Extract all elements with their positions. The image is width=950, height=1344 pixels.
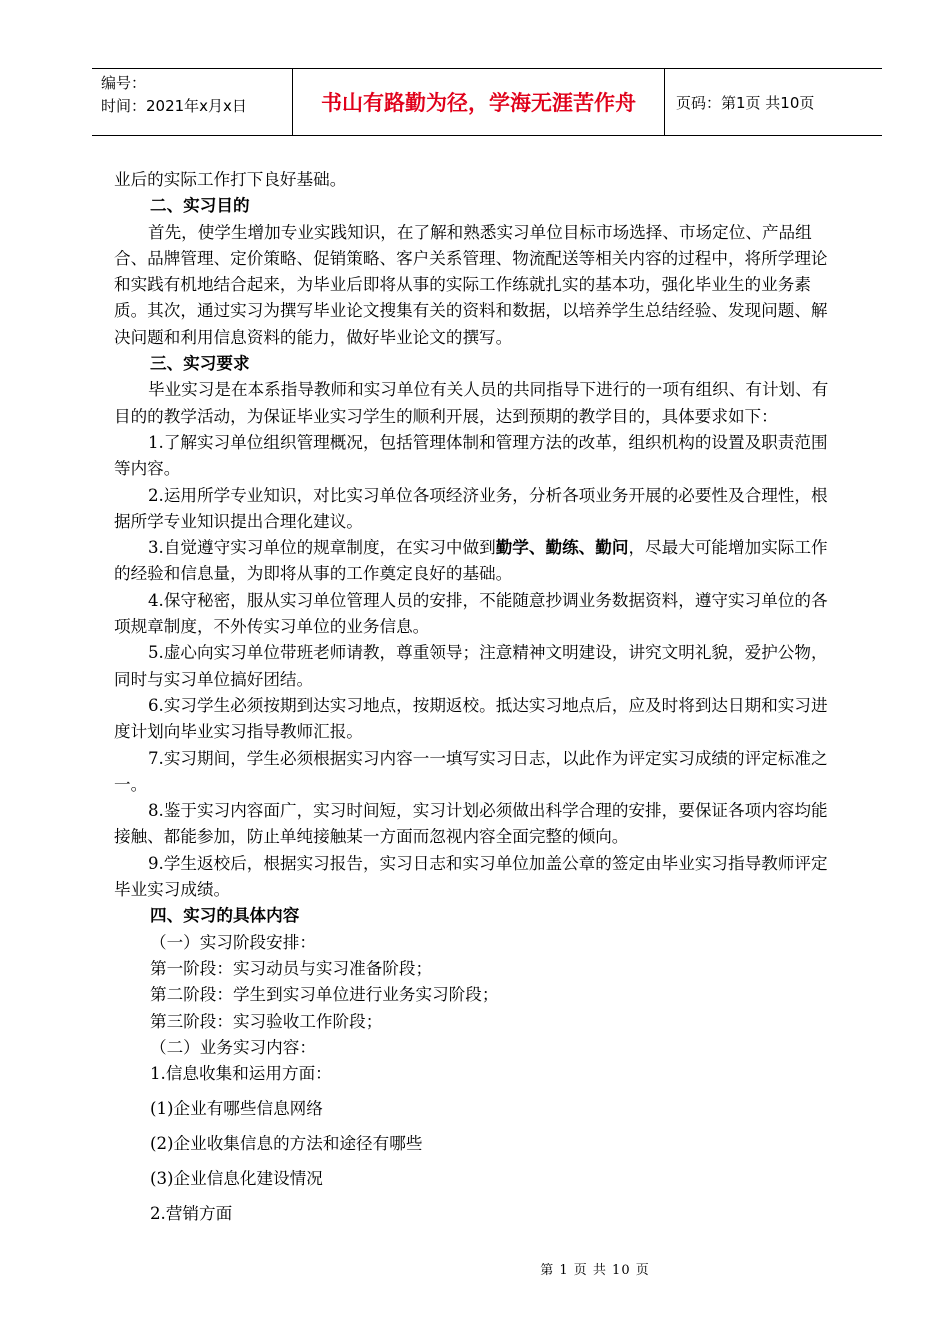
content-subitem-2: (2)企业收集信息的方法和途径有哪些	[150, 1134, 423, 1154]
stage-item-1: 第一阶段：实习动员与实习准备阶段；	[150, 958, 433, 978]
page-footer: 第 1 页 共 10 页	[540, 1263, 650, 1278]
document-header	[92, 68, 882, 136]
document-body	[114, 167, 844, 1227]
requirement-item-6: 6.实习学生必须按期到达实习地点，按期返校。抵达实习地点后，应及时将到达日期和实习进度计划向毕业实习指导教师汇报。	[114, 695, 828, 742]
content-item-2: 2.营销方面	[150, 1204, 233, 1224]
requirement-3-tail: ，尽最大可能增加实际工作的经验和信息量，为即将从事的工作奠定良好的基础。	[114, 538, 828, 584]
purpose-paragraph: 首先，使学生增加专业实践知识，在了解和熟悉实习单位目标市场选择、市场定位、产品组合、品牌管理、定价策略、促销策略、客户关系管理、物流配送等相关内容的过程中，将所学理论和实践有机地结合起来，为毕业后即将从事的实际工作练就扎实的基本功，强化毕业生的业务素质。其次，通过实习为撰写毕业论文搜集有关的资料和数据，以培养学生总结经验、发现问题、解决问题和利用信息资料的能力，做好毕业论文的撰写。	[114, 222, 828, 347]
section-heading-purpose: 二、实习目的	[150, 196, 250, 216]
requirement-3-emphasis: 勤学、勤练、勤问	[495, 538, 629, 558]
requirement-item-5: 5.虚心向实习单位带班老师请教，尊重领导；注意精神文明建设，讲究文明礼貌，爱护公物，同时与实习单位搞好团结。	[114, 643, 828, 689]
document-number-label: 编号：	[101, 74, 147, 92]
section-heading-requirements: 三、实习要求	[150, 354, 250, 374]
section-heading-content: 四、实习的具体内容	[150, 906, 300, 926]
content-item-1: 1.信息收集和运用方面：	[150, 1064, 332, 1084]
requirement-item-1: 1.了解实习单位组织管理概况，包括管理体制和管理方法的改革，组织机构的设置及职责范围等内容。	[114, 432, 828, 479]
stage-arrangement-heading: （一）实习阶段安排：	[150, 932, 316, 952]
requirement-item-8: 8.鉴于实习内容面广，实习时间短，实习计划必须做出科学合理的安排，要保证各项内容均能接触、都能参加，防止单纯接触某一方面而忽视内容全面完整的倾向。	[114, 801, 828, 847]
requirement-3-lead: 3.自觉遵守实习单位的规章制度，在实习中做到	[148, 538, 496, 558]
content-subitem-3: (3)企业信息化建设情况	[150, 1169, 323, 1189]
stage-item-2: 第二阶段：学生到实习单位进行业务实习阶段；	[150, 985, 499, 1005]
stage-item-3: 第三阶段：实习验收工作阶段；	[150, 1011, 383, 1031]
requirement-item-3	[114, 535, 844, 588]
header-motto: 书山有路勤为径，学海无涯苦作舟	[293, 69, 665, 135]
header-page-code: 页码：第1页 共10页	[676, 93, 815, 112]
header-meta-cell	[92, 69, 293, 135]
requirement-item-4: 4.保守秘密，服从实习单位管理人员的安排，不能随意抄调业务数据资料，遵守实习单位的各项规章制度，不外传实习单位的业务信息。	[114, 590, 828, 637]
content-subitem-1: (1)企业有哪些信息网络	[150, 1099, 323, 1119]
intro-tail-paragraph: 业后的实际工作打下良好基础。	[114, 170, 347, 189]
document-time-label: 时间：2021年x月x日	[101, 97, 247, 115]
requirement-item-9: 9.学生返校后，根据实习报告，实习日志和实习单位加盖公章的签定由毕业实习指导教师评定毕业实习成绩。	[114, 853, 828, 900]
requirements-intro-paragraph: 毕业实习是在本系指导教师和实习单位有关人员的共同指导下进行的一项有组织、有计划、有目的的教学活动，为保证毕业实习学生的顺利开展，达到预期的教学目的，具体要求如下：	[114, 380, 829, 426]
requirement-item-7: 7.实习期间，学生必须根据实习内容一一填写实习日志，以此作为评定实习成绩的评定标准之一。	[114, 748, 828, 794]
business-content-heading: （二）业务实习内容：	[150, 1037, 316, 1057]
requirement-item-2: 2.运用所学专业知识，对比实习单位各项经济业务，分析各项业务开展的必要性及合理性，根据所学专业知识提出合理化建议。	[114, 485, 828, 531]
